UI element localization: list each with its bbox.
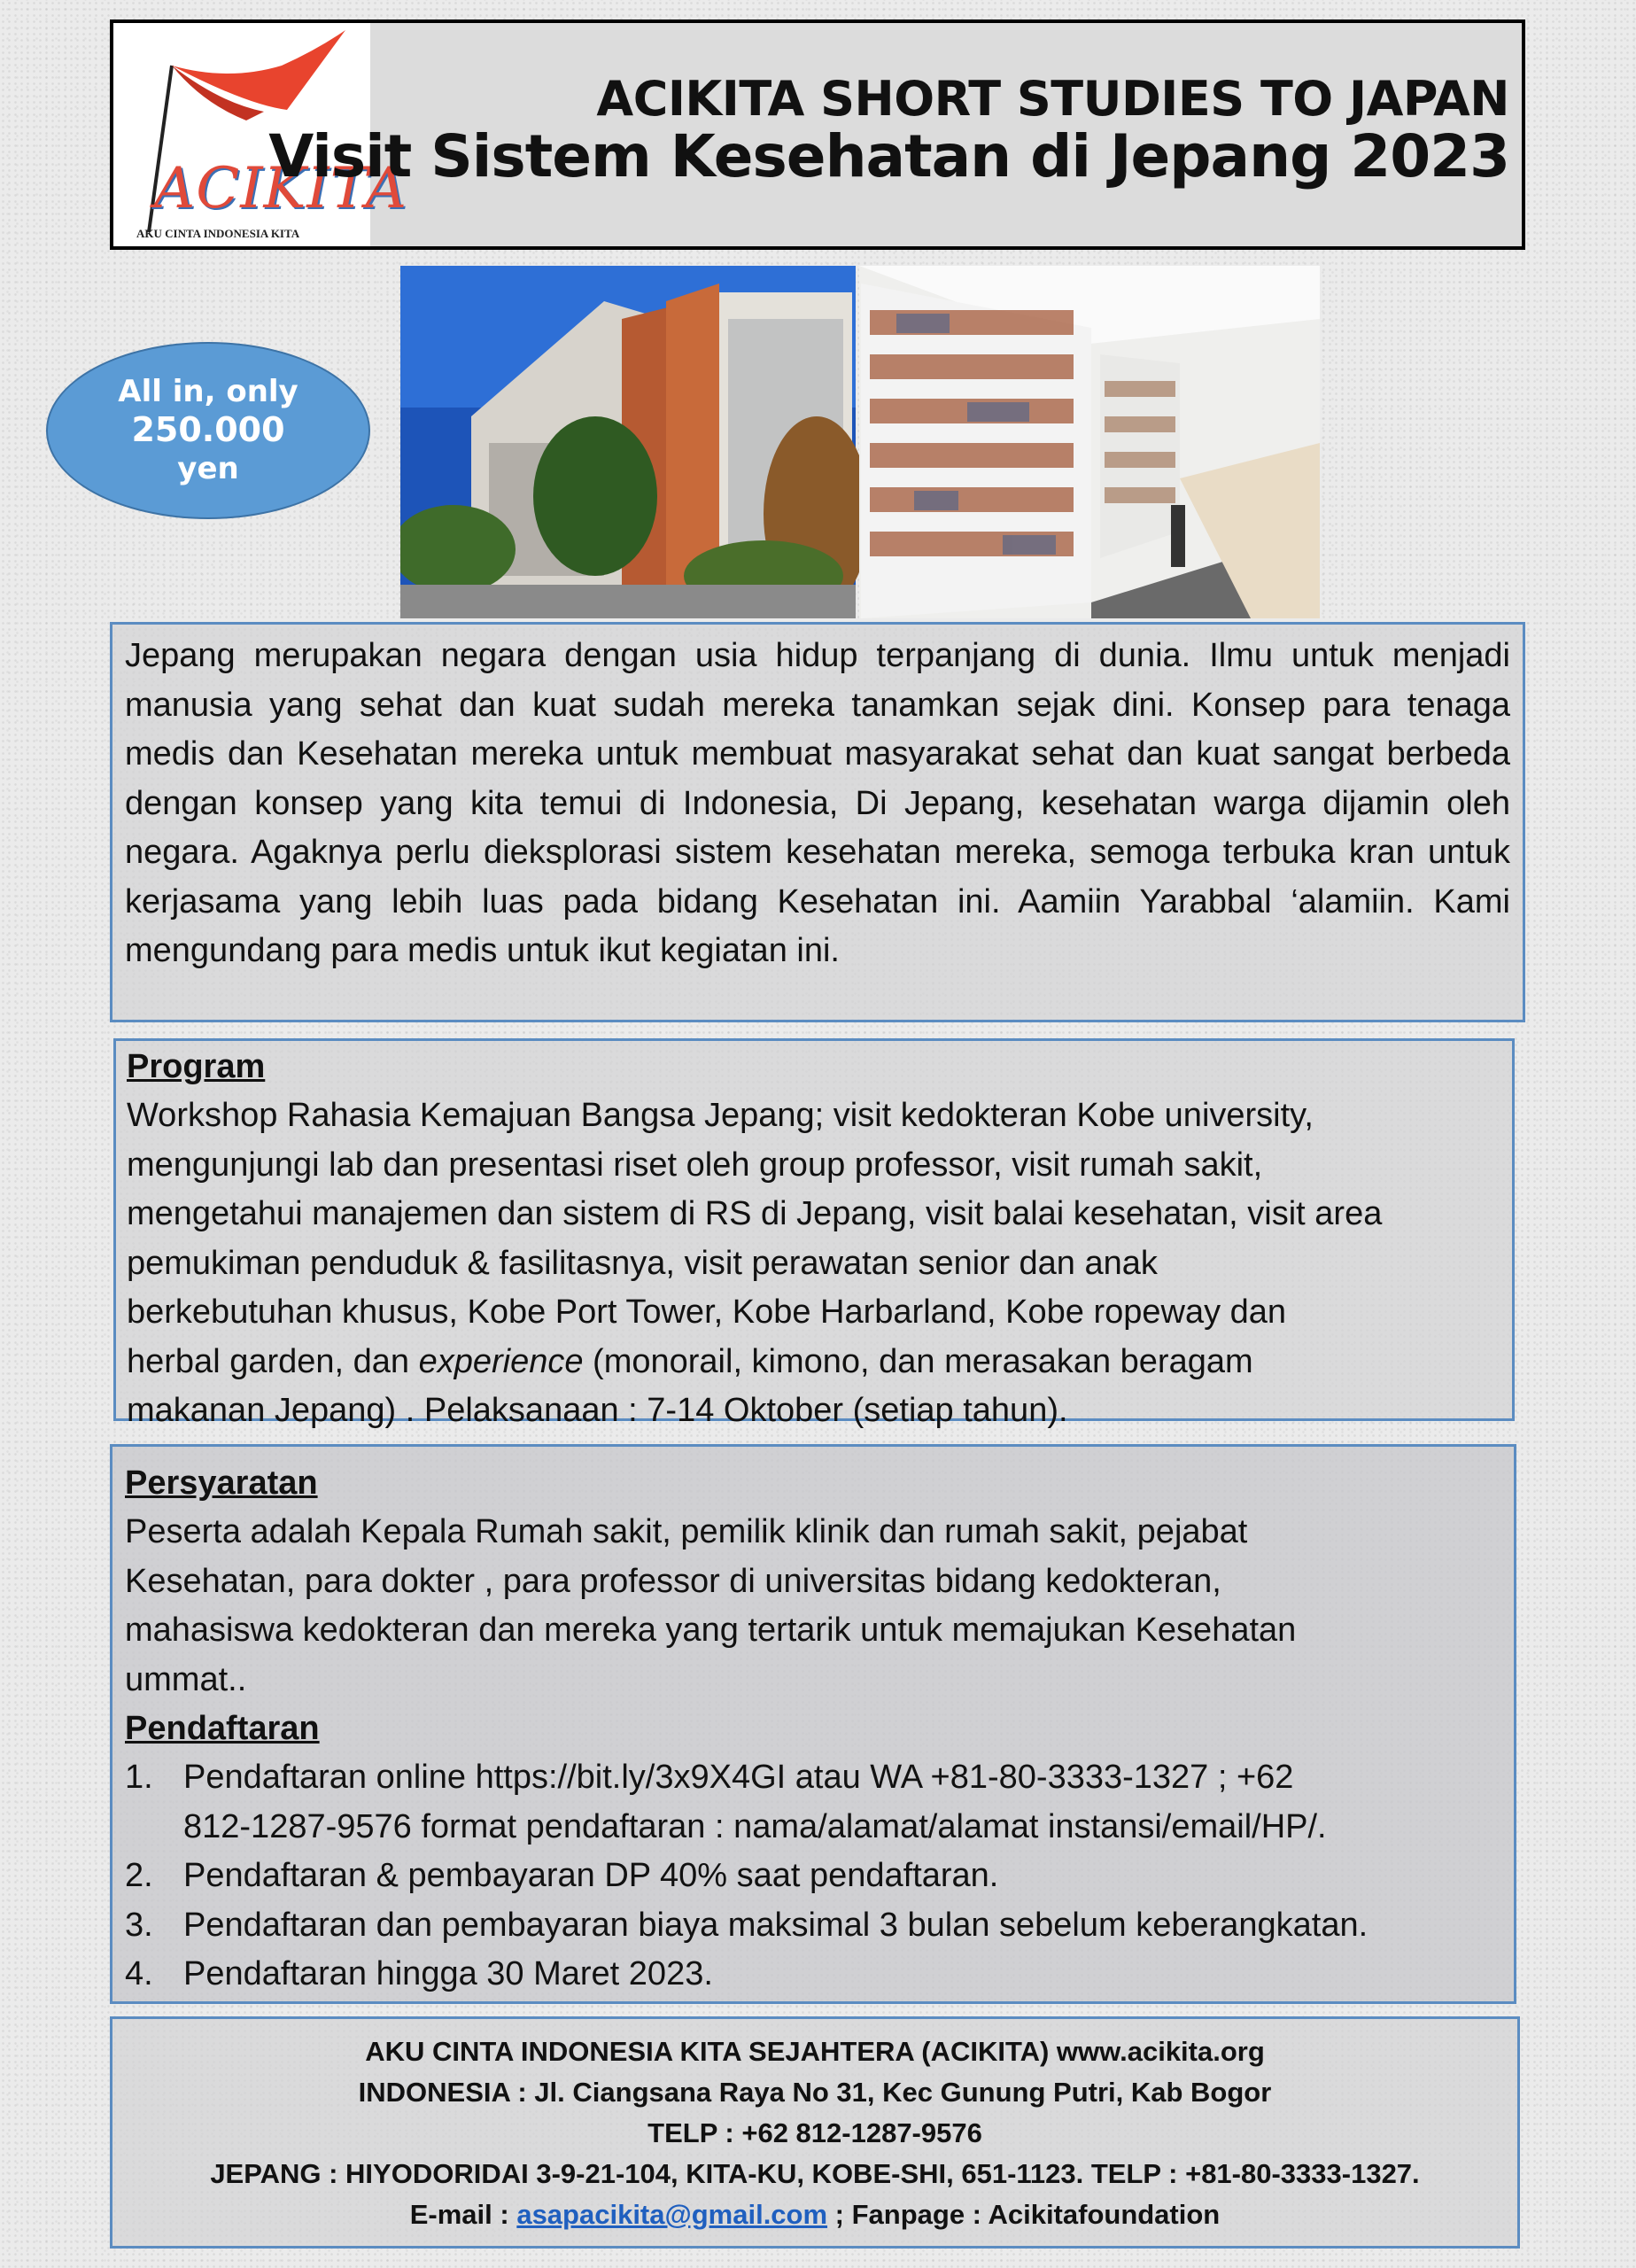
requirements-line: Kesehatan, para dokter , para professor di universitas bidang kedokteran,: [125, 1562, 1221, 1600]
list-number: 2.: [125, 1857, 153, 1894]
list-item-line: 812-1287-9576 format pendaftaran : nama/alamat/alamat instansi/email/HP/.: [183, 1807, 1327, 1845]
program-line: makanan Jepang) . Pelaksanaan : 7-14 Oktober (setiap tahun).: [127, 1392, 1068, 1429]
list-item-line: Pendaftaran hingga 30 Maret 2023.: [183, 1955, 713, 1992]
list-number: 4.: [125, 1955, 153, 1992]
list-item: [125, 1901, 1501, 1951]
indonesia-address: INDONESIA : Jl. Ciangsana Raya No 31, Kec Gunung Putri, Kab Bogor: [358, 2077, 1272, 2108]
price-badge-label: All in, only: [118, 374, 299, 410]
program-line: berkebutuhan khusus, Kobe Port Tower, Kobe Harbarland, Kobe ropeway dan: [127, 1293, 1287, 1331]
list-item: [125, 1753, 1501, 1852]
requirements-line: ummat..: [125, 1660, 247, 1698]
header-banner: [110, 19, 1525, 250]
price-badge: [46, 342, 370, 519]
program-text: (monorail, kimono, dan merasakan beragam: [583, 1342, 1253, 1380]
japan-address: JEPANG : HIYODORIDAI 3-9-21-104, KITA-KU, KOBE-SHI, 651-1123. TELP : +81-80-3333-1327.: [210, 2158, 1420, 2189]
program-section: [113, 1038, 1515, 1429]
program-line: mengunjungi lab dan presentasi riset oleh group professor, visit rumah sakit,: [127, 1146, 1263, 1184]
registration-list: [125, 1753, 1501, 2000]
organization-line: AKU CINTA INDONESIA KITA SEJAHTERA (ACIKITA) www.acikita.org: [365, 2036, 1265, 2067]
list-item: [125, 1950, 1501, 2000]
requirements-line: Peserta adalah Kepala Rumah sakit, pemilik klinik dan rumah sakit, pejabat: [125, 1513, 1248, 1550]
program-emphasis: experience: [418, 1342, 584, 1380]
photo-collage: [400, 266, 1320, 618]
page-title: ACIKITA SHORT STUDIES TO JAPAN: [596, 71, 1509, 127]
requirements-section: [110, 1444, 1516, 2004]
logo-tagline: AKU CINTA INDONESIA KITA: [136, 227, 300, 240]
program-text: herbal garden, dan: [127, 1342, 419, 1380]
list-item-line: Pendaftaran & pembayaran DP 40% saat pendaftaran.: [183, 1857, 999, 1894]
program-line: Workshop Rahasia Kemajuan Bangsa Jepang; visit kedokteran Kobe university,: [127, 1097, 1314, 1134]
contact-line: [121, 2194, 1508, 2235]
price-amount: 250.000: [131, 410, 285, 450]
requirements-line: mahasiswa kedokteran dan mereka yang tertarik untuk memajukan Kesehatan: [125, 1612, 1297, 1649]
registration-heading: Pendaftaran: [125, 1710, 320, 1747]
page-subtitle: Visit Sistem Kesehatan di Jepang 2023: [268, 121, 1509, 190]
list-item: [125, 1852, 1501, 1901]
fanpage-text: ; Fanpage : Acikitafoundation: [827, 2199, 1221, 2230]
list-number: 3.: [125, 1906, 153, 1944]
list-item-line: Pendaftaran online https://bit.ly/3x9X4GI atau WA +81-80-3333-1327 ; +62: [183, 1759, 1294, 1796]
list-number: 1.: [125, 1759, 153, 1796]
library-photo: [859, 266, 1320, 618]
price-currency: yen: [177, 450, 239, 486]
program-line: pemukiman penduduk & fasilitasnya, visit perawatan senior dan anak: [127, 1244, 1158, 1282]
indonesia-phone: TELP : +62 812-1287-9576: [647, 2117, 982, 2148]
program-line: [127, 1338, 1501, 1387]
header-titles: [268, 71, 1509, 190]
requirements-heading: Persyaratan: [125, 1464, 318, 1502]
list-item-line: Pendaftaran dan pembayaran biaya maksimal 3 bulan sebelum keberangkatan.: [183, 1906, 1369, 1944]
intro-paragraph: Jepang merupakan negara dengan usia hidup terpanjang di dunia. Ilmu untuk menjadi manusia yang sehat dan kuat sudah mereka tanamkan sejak dini. Konsep para tenaga medis dan Kesehatan mereka untuk membuat masyarakat sehat dan kuat sangat berbeda dengan konsep yang kita temui di Indonesia, Di Jepang, kesehatan warga dijamin oleh negara. Agaknya perlu dieksplorasi sistem kesehatan mereka, semoga terbuka kran untuk kerjasama yang lebih luas pada bidang Kesehatan ini. Aamiin Yarabbal ‘alamiin. Kami mengundang para medis untuk ikut kegiatan ini.: [125, 637, 1510, 969]
contact-footer: [110, 2016, 1520, 2249]
email-label: E-mail :: [409, 2199, 517, 2230]
university-building-photo: [400, 266, 870, 618]
intro-section: [110, 622, 1525, 1022]
email-link[interactable]: asapacikita@gmail.com: [516, 2199, 828, 2230]
program-heading: Program: [127, 1048, 266, 1085]
logo-text: ACIKITA: [154, 156, 407, 221]
program-line: mengetahui manajemen dan sistem di RS di Jepang, visit balai kesehatan, visit area: [127, 1195, 1383, 1232]
list-item-text: [183, 1753, 1327, 1852]
